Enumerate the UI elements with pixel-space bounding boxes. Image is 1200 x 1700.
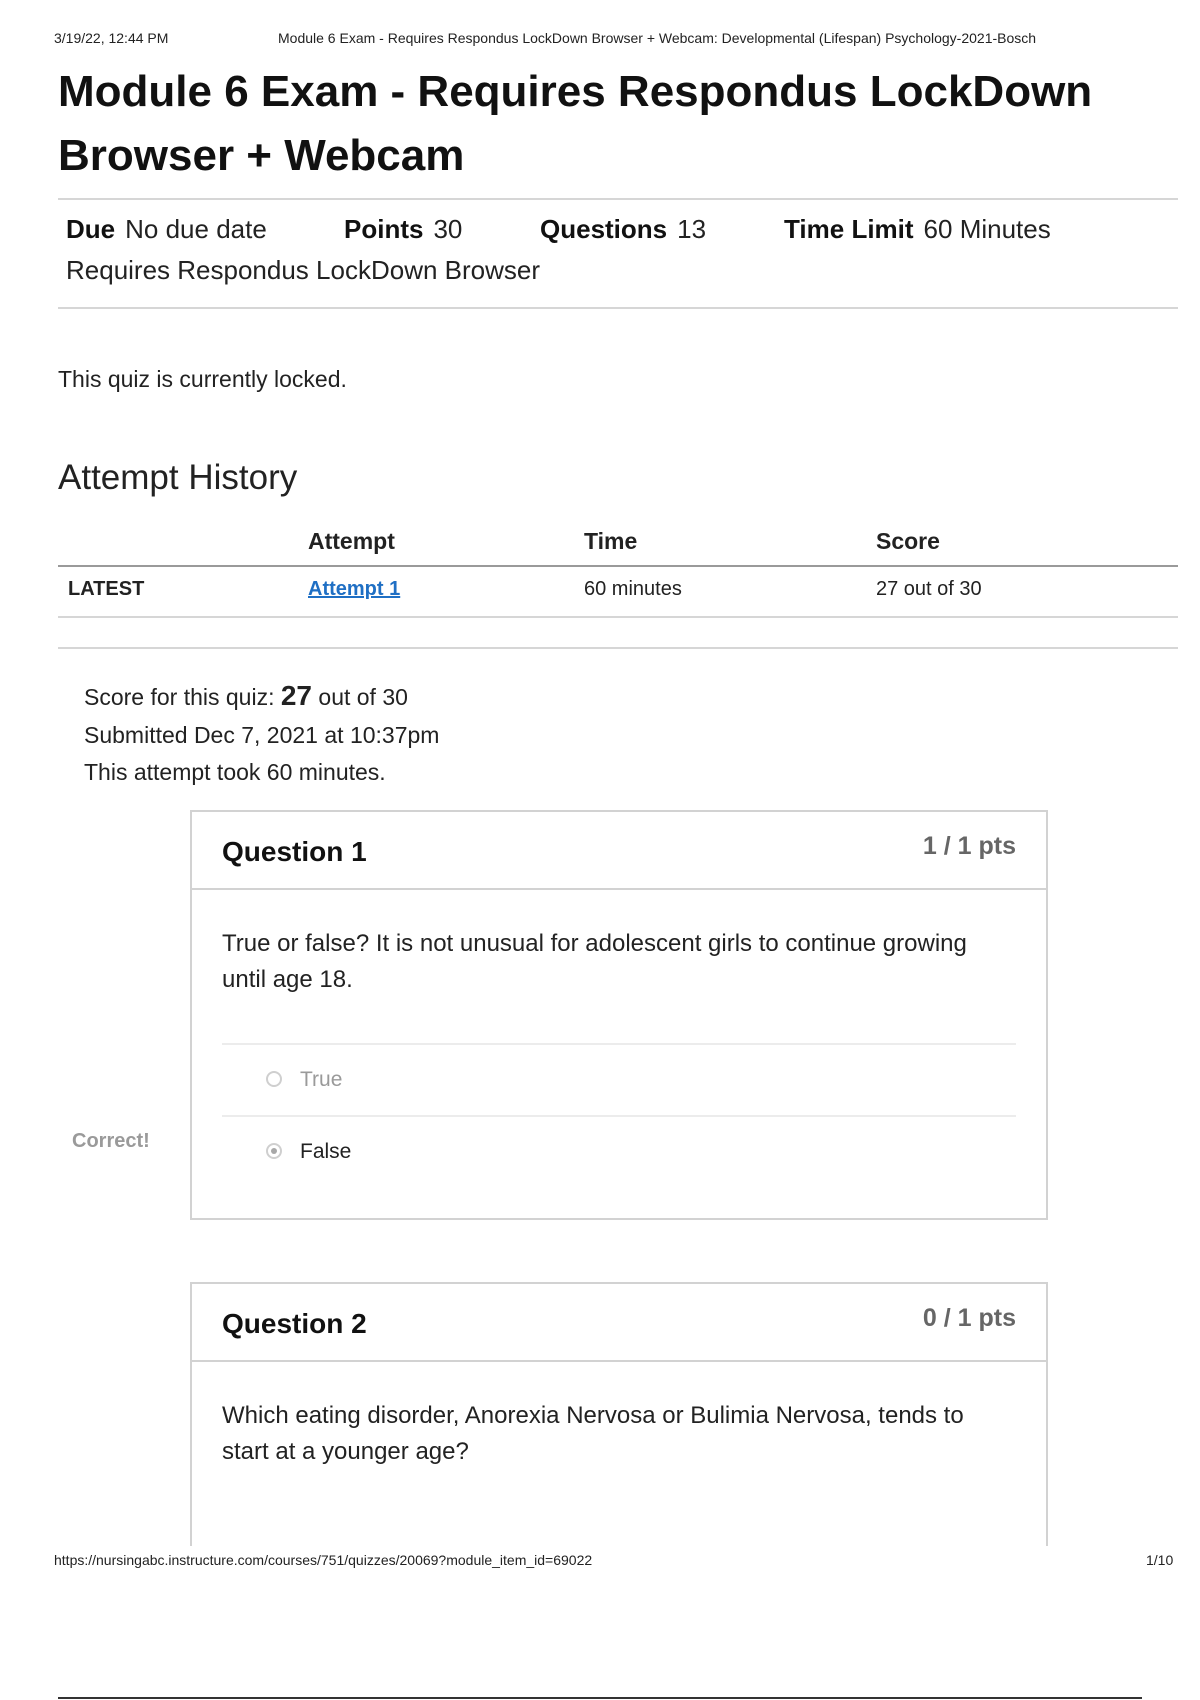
meta-questions — [540, 214, 706, 245]
answer-true-label: True — [300, 1068, 343, 1091]
answer-divider — [222, 1115, 1016, 1117]
column-header-time: Time — [584, 528, 638, 554]
attempt-1-link[interactable]: Attempt 1 — [308, 578, 401, 600]
time-limit-value: 60 Minutes — [923, 214, 1051, 244]
due-label: Due — [66, 214, 116, 244]
points-label: Points — [344, 214, 424, 244]
latest-tag: LATEST — [68, 578, 145, 600]
page-title: Module 6 Exam - Requires Respondus LockDown Browser + Webcam — [58, 67, 1093, 180]
question-title: Question 1 — [222, 836, 367, 867]
question-1-card — [190, 810, 1048, 1220]
question-text: Which eating disorder, Anorexia Nervosa or Bulimia Nervosa, tends to start at a younger age? — [222, 1402, 964, 1465]
divider — [58, 198, 1178, 200]
meta-points — [344, 214, 462, 245]
divider — [58, 647, 1178, 649]
question-text: True or false? It is not unusual for adolescent girls to continue growing until age 18. — [222, 930, 967, 993]
print-footer-url: https://nursingabc.instructure.com/courses/751/quizzes/20069?module_item_id=69022 — [54, 1552, 593, 1568]
score-suffix: out of 30 — [312, 684, 408, 710]
score-value: 27 — [280, 680, 313, 711]
question-header — [192, 812, 1046, 890]
attempt-duration: This attempt took 60 minutes. — [84, 759, 386, 785]
locked-message: This quiz is currently locked. — [58, 366, 347, 392]
quiz-score — [84, 680, 408, 712]
attempt-history-title: Attempt History — [58, 458, 298, 497]
column-header-attempt: Attempt — [308, 528, 395, 554]
question-title: Question 2 — [222, 1308, 367, 1339]
divider — [58, 616, 1178, 618]
radio-true[interactable] — [266, 1071, 282, 1087]
column-header-score: Score — [876, 528, 940, 554]
questions-label: Questions — [540, 214, 668, 244]
radio-false[interactable] — [266, 1143, 282, 1159]
correct-answer-flag — [62, 1120, 190, 1162]
answer-divider — [222, 1043, 1016, 1045]
print-footer-page-number: 1/10 — [1146, 1552, 1174, 1568]
due-value: No due date — [125, 214, 267, 244]
points-value: 30 — [433, 214, 463, 244]
questions-value: 13 — [677, 214, 707, 244]
score-prefix: Score for this quiz: — [84, 684, 281, 710]
lockdown-requirement: Requires Respondus LockDown Browser — [66, 255, 541, 285]
time-limit-label: Time Limit — [784, 214, 914, 244]
attempt-time: 60 minutes — [584, 578, 682, 600]
correct-label: Correct! — [72, 1130, 150, 1152]
page-bottom-divider — [58, 1697, 1142, 1699]
answer-false-label: False — [300, 1140, 352, 1163]
meta-time-limit — [784, 214, 1051, 245]
print-header-title: Module 6 Exam - Requires Respondus LockDown Browser + Webcam: Developmental (Lifespan) Psychology-2021-Bosch — [278, 30, 1037, 46]
question-2-card — [190, 1282, 1048, 1546]
question-points: 1 / 1 pts — [922, 832, 1016, 860]
print-header-datetime: 3/19/22, 12:44 PM — [54, 30, 169, 46]
question-header — [192, 1284, 1046, 1362]
divider — [58, 307, 1178, 309]
table-header-divider — [58, 565, 1178, 567]
meta-due — [66, 214, 267, 245]
attempt-score: 27 out of 30 — [876, 578, 982, 600]
question-points: 0 / 1 pts — [922, 1304, 1016, 1332]
submitted-date: Submitted Dec 7, 2021 at 10:37pm — [84, 722, 440, 748]
